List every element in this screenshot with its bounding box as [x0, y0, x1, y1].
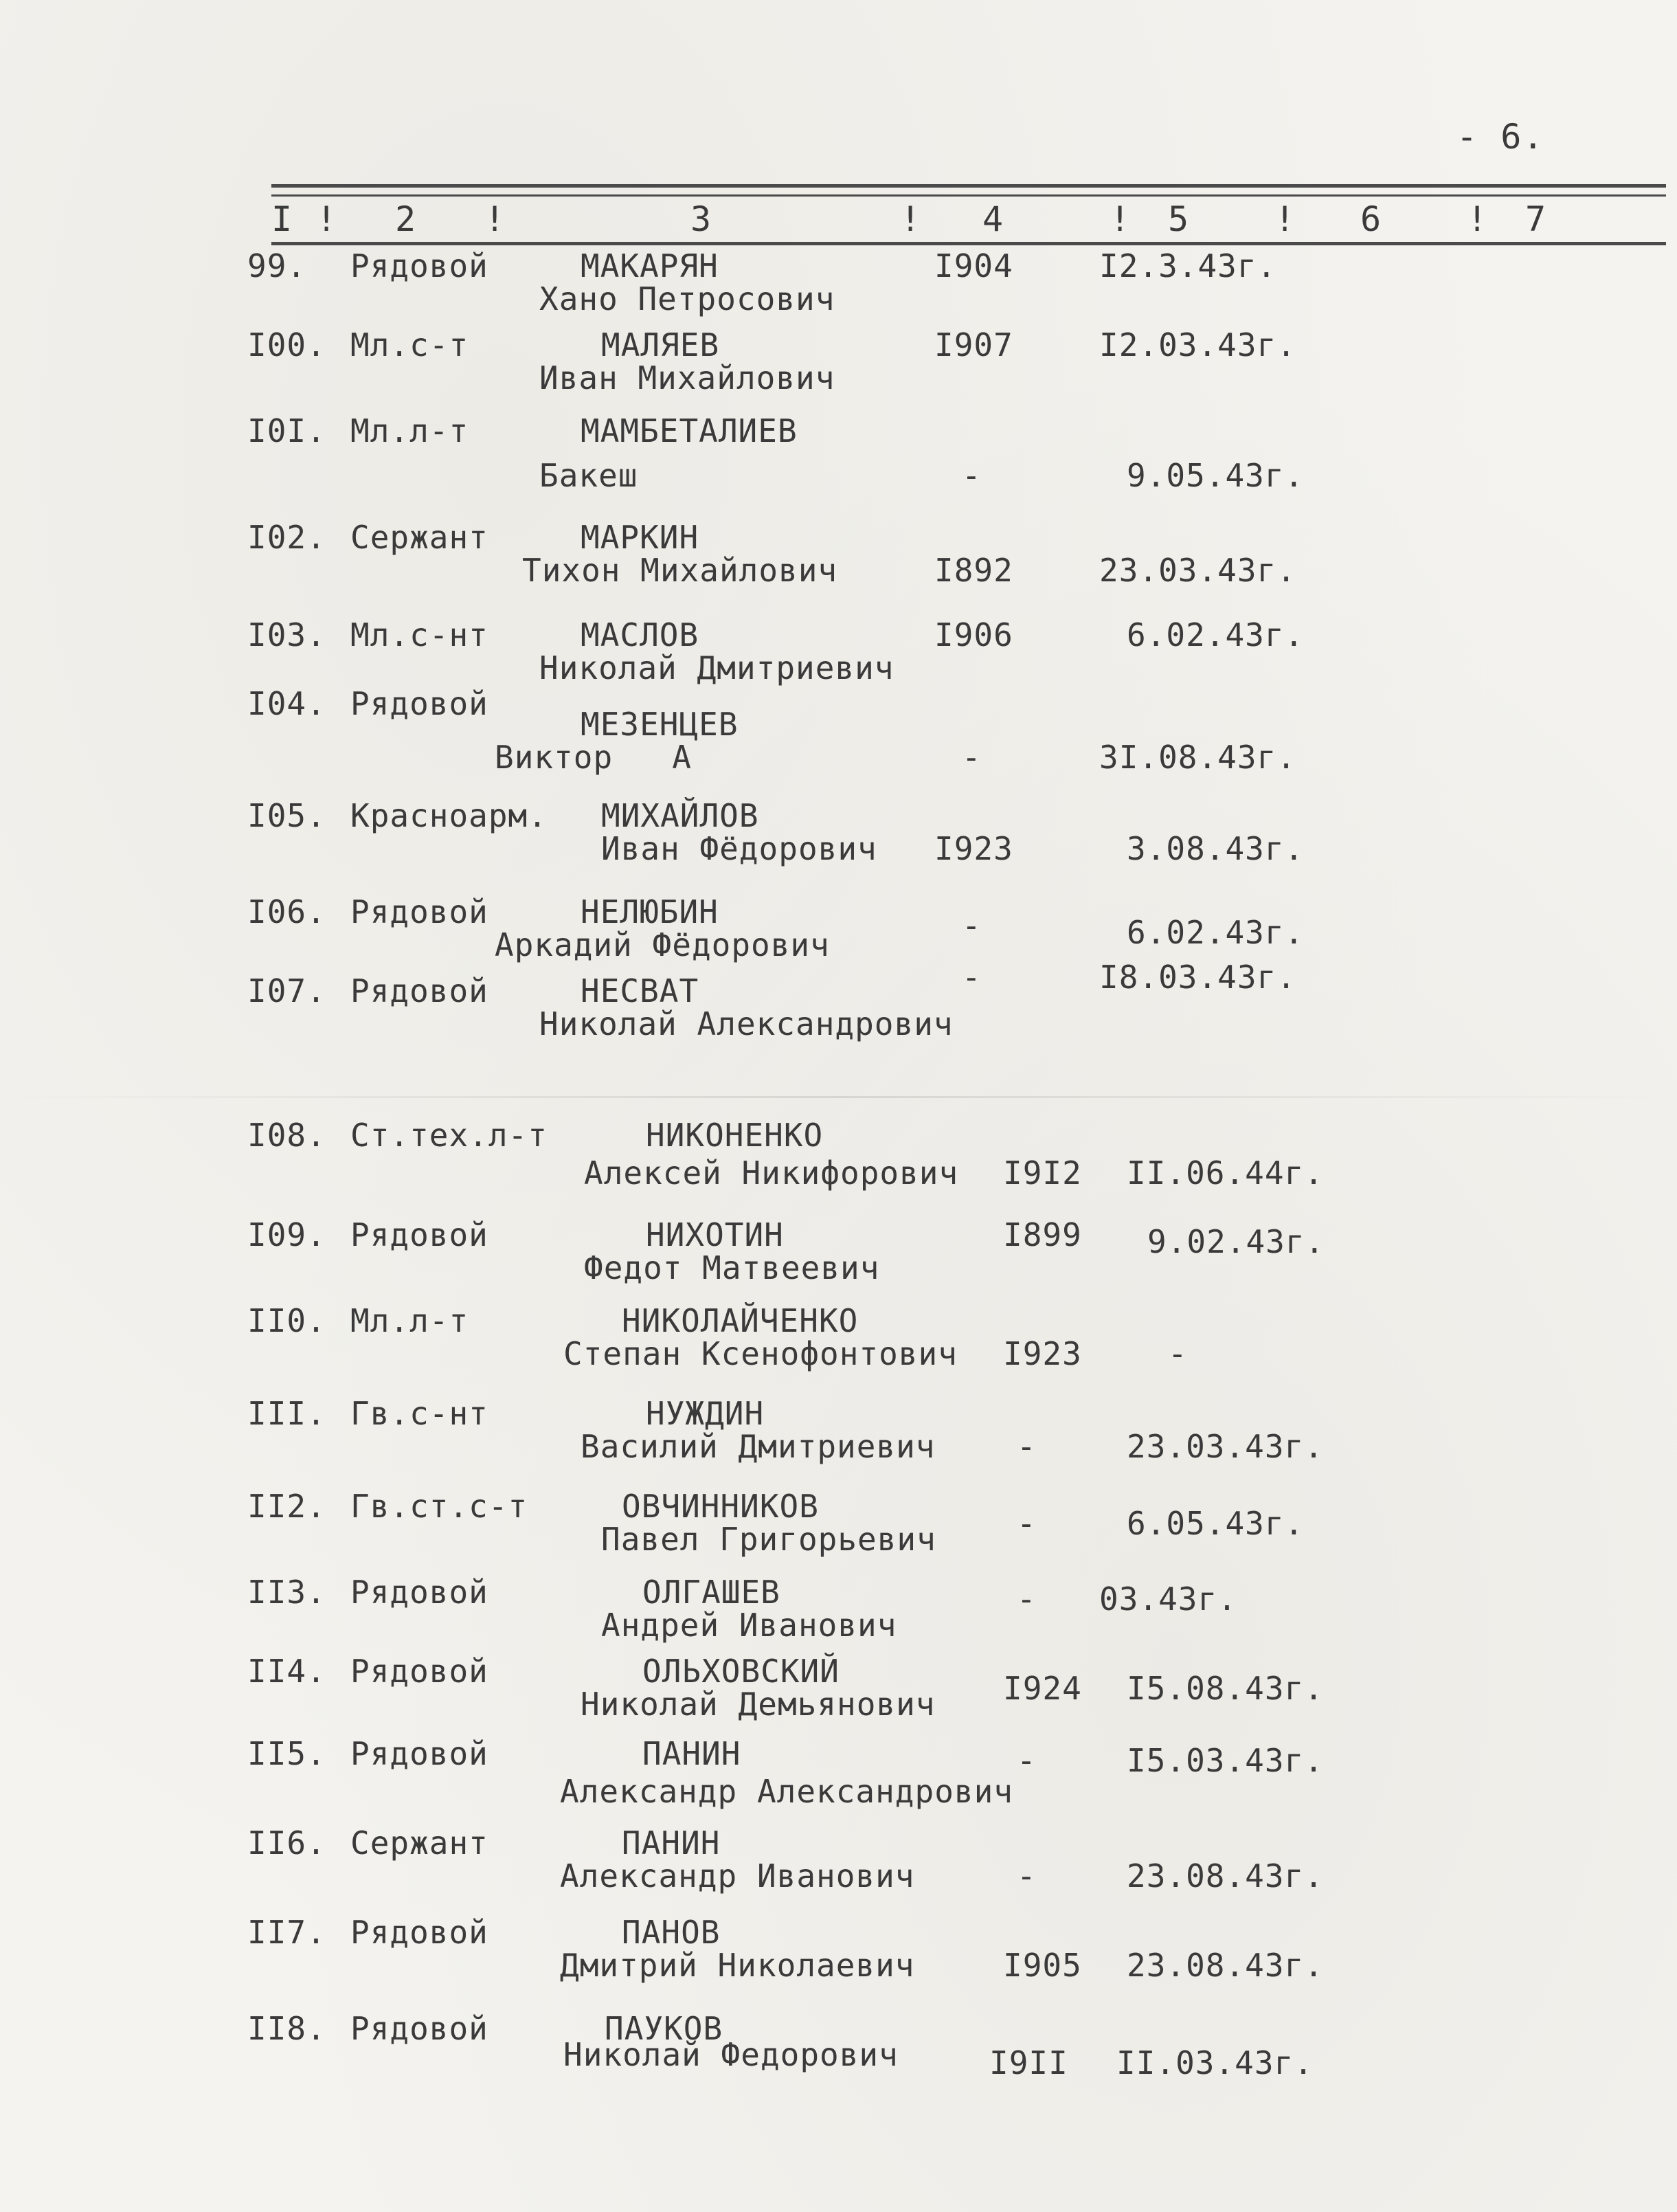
row-number: I04. — [247, 685, 326, 722]
column-separator: ! — [484, 199, 506, 239]
row-number: II8. — [247, 2010, 326, 2047]
surname: ПАУКОВ — [605, 2010, 723, 2047]
rank: Ст.тех.л-т — [350, 1117, 548, 1154]
row-number: I05. — [247, 797, 326, 834]
rank: Мл.с-нт — [350, 616, 488, 653]
birth-year: - — [1017, 1857, 1037, 1895]
surname: ОЛГАШЕВ — [642, 1574, 780, 1611]
row-number: I07. — [247, 972, 326, 1009]
date: 23.08.43г. — [1127, 1947, 1324, 1984]
given-name: Федот Матвеевич — [584, 1249, 880, 1286]
surname: НУЖДИН — [646, 1395, 765, 1432]
birth-year: I924 — [1003, 1670, 1082, 1707]
table-row — [0, 519, 1677, 601]
rank: Гв.с-нт — [350, 1395, 488, 1432]
birth-year: I9II — [989, 2044, 1068, 2081]
surname: ПАНИН — [622, 1824, 721, 1862]
column-separator: ! — [1467, 199, 1488, 239]
rank: Рядовой — [350, 1653, 488, 1690]
given-name: Дмитрий Николаевич — [560, 1947, 915, 1984]
given-name: Аркадий Фёдорович — [495, 926, 830, 963]
birth-year: I907 — [934, 326, 1013, 364]
column-separator: ! — [1110, 199, 1131, 239]
given-name: Хано Петросович — [539, 280, 835, 317]
given-name: Николай Дмитриевич — [539, 649, 894, 686]
date: 23.08.43г. — [1127, 1857, 1324, 1895]
surname: НИХОТИН — [646, 1216, 784, 1253]
birth-year: - — [962, 457, 982, 494]
date: 3I.08.43г. — [1099, 739, 1296, 776]
table-row — [0, 1653, 1677, 1735]
header-rule-top-thin — [271, 194, 1666, 197]
row-number: II4. — [247, 1653, 326, 1690]
given-name: Иван Михайлович — [539, 359, 835, 396]
table-row — [0, 326, 1677, 409]
rank: Рядовой — [350, 1735, 488, 1772]
row-number: I08. — [247, 1117, 326, 1154]
surname: ОЛЬХОВСКИЙ — [642, 1653, 840, 1690]
date: II.03.43г. — [1116, 2044, 1314, 2081]
given-name: Павел Григорьевич — [601, 1521, 936, 1558]
date: 3.08.43г. — [1127, 830, 1305, 867]
birth-year: I906 — [934, 616, 1013, 653]
surname: МЕЗЕНЦЕВ — [581, 706, 739, 743]
table-row — [0, 1216, 1677, 1299]
column-header-2: 2 — [395, 199, 416, 239]
given-name: Иван Фёдорович — [601, 830, 877, 867]
row-number: II3. — [247, 1574, 326, 1611]
column-header-6: 6 — [1360, 199, 1382, 239]
given-name: Виктор А — [495, 739, 692, 776]
row-number: 99. — [247, 247, 307, 284]
birth-year: - — [962, 907, 982, 944]
birth-year: - — [1017, 1428, 1037, 1465]
date: I5.08.43г. — [1127, 1670, 1324, 1707]
surname: МАРКИН — [581, 519, 699, 556]
given-name: Александр Александрович — [560, 1773, 1013, 1810]
date: I2.3.43г. — [1099, 247, 1277, 284]
given-name: Александр Иванович — [560, 1857, 915, 1895]
given-name: Тихон Михайлович — [522, 552, 838, 589]
date: II.06.44г. — [1127, 1154, 1324, 1192]
header-rule-top — [271, 184, 1666, 188]
row-number: I03. — [247, 616, 326, 653]
table-row — [0, 412, 1677, 495]
surname: МАКАРЯН — [581, 247, 719, 284]
rank: Рядовой — [350, 1216, 488, 1253]
page-number: - 6. — [1456, 117, 1545, 157]
table-row — [0, 1574, 1677, 1656]
birth-year: - — [1017, 1580, 1037, 1618]
rank: Сержант — [350, 519, 488, 556]
surname: НЕЛЮБИН — [581, 893, 719, 930]
rank: Мл.л-т — [350, 1302, 469, 1339]
table-row — [0, 2010, 1677, 2092]
column-header-5: 5 — [1168, 199, 1189, 239]
row-number: II5. — [247, 1735, 326, 1772]
rank: Рядовой — [350, 972, 488, 1009]
row-number: I09. — [247, 1216, 326, 1253]
table-row — [0, 685, 1677, 776]
row-number: II7. — [247, 1914, 326, 1951]
table-row — [0, 247, 1677, 330]
date: I8.03.43г. — [1099, 959, 1296, 996]
row-number: I06. — [247, 893, 326, 930]
table-row — [0, 893, 1677, 976]
rank: Рядовой — [350, 893, 488, 930]
row-number: I0I. — [247, 412, 326, 449]
date: I2.03.43г. — [1099, 326, 1296, 364]
row-number: II0. — [247, 1302, 326, 1339]
surname: МАЛЯЕВ — [601, 326, 720, 364]
surname: МАСЛОВ — [581, 616, 699, 653]
given-name: Бакеш — [539, 457, 638, 494]
header-rule-bottom — [271, 242, 1666, 245]
table-row — [0, 1488, 1677, 1570]
birth-year: I899 — [1003, 1216, 1082, 1253]
given-name: Николай Демьянович — [581, 1686, 936, 1723]
column-header-7: 7 — [1525, 199, 1546, 239]
date: 6.02.43г. — [1127, 914, 1305, 951]
column-separator: ! — [1274, 199, 1296, 239]
column-header-1: I — [271, 199, 293, 239]
row-number: II2. — [247, 1488, 326, 1525]
rank: Гв.ст.с-т — [350, 1488, 528, 1525]
rank: Рядовой — [350, 2010, 488, 2047]
birth-year: I905 — [1003, 1947, 1082, 1984]
rank: Рядовой — [350, 685, 488, 722]
table-row — [0, 1302, 1677, 1385]
birth-year: - — [1017, 1505, 1037, 1542]
table-row — [0, 1824, 1677, 1907]
table-row — [0, 1735, 1677, 1818]
date: 23.03.43г. — [1099, 552, 1296, 589]
given-name: Василий Дмитриевич — [581, 1428, 936, 1465]
given-name: Алексей Никифорович — [584, 1154, 959, 1192]
row-number: III. — [247, 1395, 326, 1432]
birth-year: I892 — [934, 552, 1013, 589]
date: 9.05.43г. — [1127, 457, 1305, 494]
row-number: II6. — [247, 1824, 326, 1862]
given-name: Николай Федорович — [563, 2036, 899, 2073]
surname: НЕСВАТ — [581, 972, 699, 1009]
date: I5.03.43г. — [1127, 1742, 1324, 1779]
column-header-3: 3 — [690, 199, 712, 239]
date: 23.03.43г. — [1127, 1428, 1324, 1465]
paper-fold — [0, 1096, 1677, 1098]
rank: Рядовой — [350, 1574, 488, 1611]
birth-year: I9I2 — [1003, 1154, 1082, 1192]
column-separator: ! — [900, 199, 921, 239]
surname: ОВЧИННИКОВ — [622, 1488, 819, 1525]
surname: ПАНОВ — [622, 1914, 721, 1951]
date: 03.43г. — [1099, 1580, 1237, 1618]
rank: Красноарм. — [350, 797, 548, 834]
table-row — [0, 1395, 1677, 1477]
surname: НИКОЛАЙЧЕНКО — [622, 1302, 859, 1339]
rank: Мл.с-т — [350, 326, 469, 364]
rank: Рядовой — [350, 247, 488, 284]
given-name: Степан Ксенофонтович — [563, 1335, 958, 1372]
row-number: I00. — [247, 326, 326, 364]
given-name: Андрей Иванович — [601, 1607, 897, 1644]
birth-year: I904 — [934, 247, 1013, 284]
date: - — [1168, 1335, 1188, 1372]
surname: МИХАЙЛОВ — [601, 797, 759, 834]
date: 6.02.43г. — [1127, 616, 1305, 653]
birth-year: I923 — [1003, 1335, 1082, 1372]
date: 6.05.43г. — [1127, 1505, 1305, 1542]
birth-year: - — [1017, 1742, 1037, 1779]
surname: ПАНИН — [642, 1735, 741, 1772]
given-name: Николай Александрович — [539, 1005, 954, 1042]
birth-year: I923 — [934, 830, 1013, 867]
rank: Рядовой — [350, 1914, 488, 1951]
table-row — [0, 959, 1677, 1055]
table-row — [0, 1117, 1677, 1199]
rank: Сержант — [350, 1824, 488, 1862]
surname: НИКОНЕНКО — [646, 1117, 824, 1154]
birth-year: - — [962, 959, 982, 996]
column-header-4: 4 — [982, 199, 1004, 239]
table-row — [0, 797, 1677, 880]
date: 9.02.43г. — [1147, 1223, 1325, 1260]
row-number: I02. — [247, 519, 326, 556]
column-separator: ! — [316, 199, 337, 239]
table-row — [0, 1914, 1677, 1996]
surname: МАМБЕТАЛИЕВ — [581, 412, 798, 449]
birth-year: - — [962, 739, 982, 776]
rank: Мл.л-т — [350, 412, 469, 449]
